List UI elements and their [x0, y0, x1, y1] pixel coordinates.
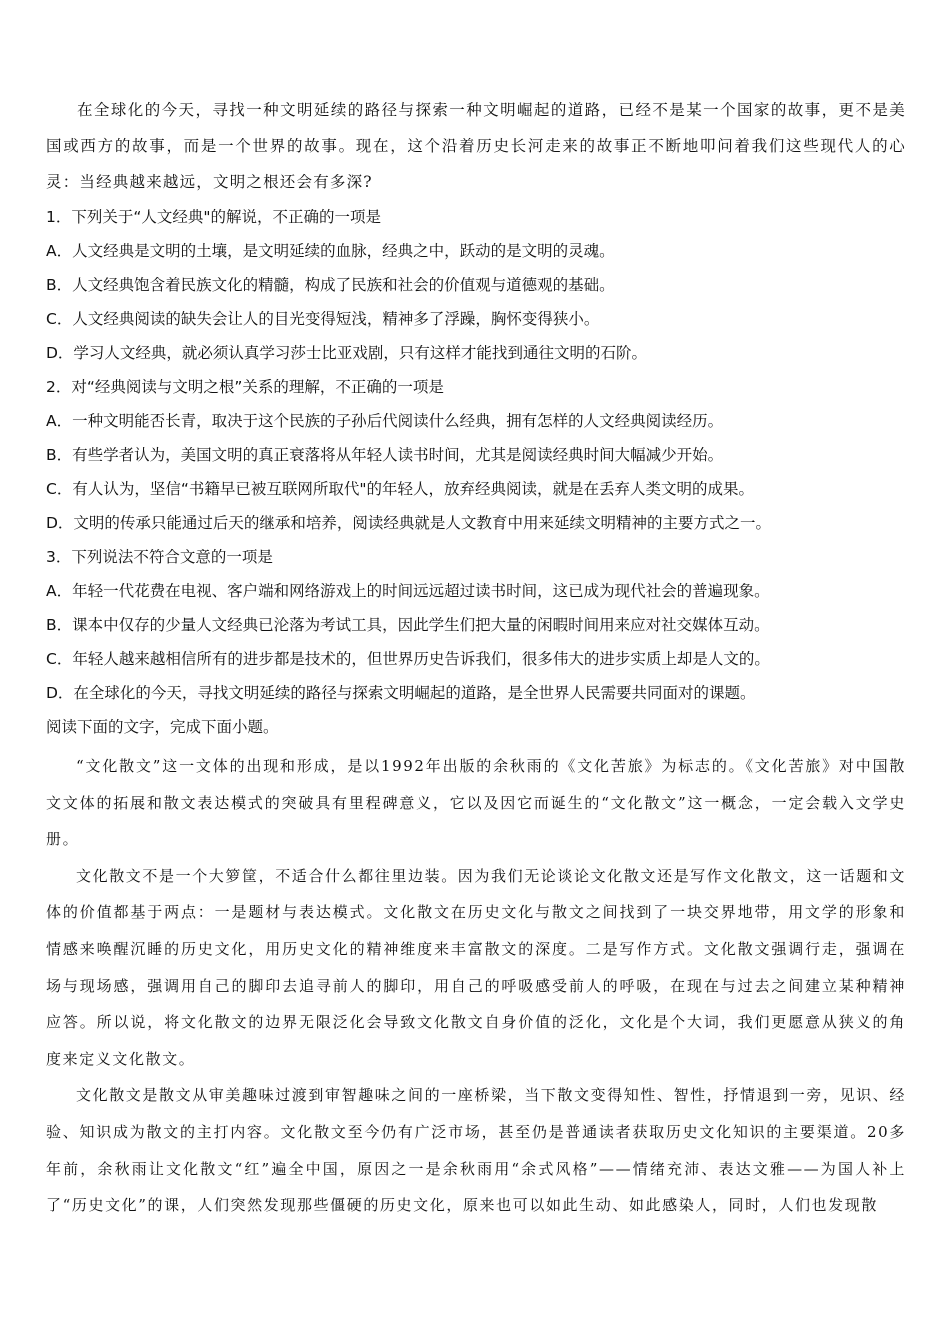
intro-paragraph: 在全球化的今天，寻找一种文明延续的路径与探索一种文明崛起的道路，已经不是某一个国家的故事，更不是美国或西方的故事，而是一个世界的故事。现在，这个沿着历史长河走来的故事正不断地叩问着我们这些现代人的心灵：当经典越来越远，文明之根还会有多深? — [46, 101, 906, 191]
question-3-option-b: B．课本中仅存的少量人文经典已沦落为考试工具，因此学生们把大量的闲暇时间用来应对社交媒体互动。 — [46, 616, 770, 634]
reading-instruction: 阅读下面的文字，完成下面小题。 — [46, 718, 279, 736]
question-3-stem: 3．下列说法不符合文意的一项是 — [46, 548, 273, 566]
question-2-option-a: A．一种文明能否长青，取决于这个民族的子孙后代阅读什么经典，拥有怎样的人文经典阅读经历。 — [46, 412, 724, 430]
document-page — [46, 92, 906, 1224]
essay-paragraph-1: “文化散文”这一文体的出现和形成，是以1992年出版的余秋雨的《文化苦旅》为标志的。《文化苦旅》对中国散文文体的拓展和散文表达模式的突破具有里程碑意义，它以及因它而诞生的“文化散文”这一概念，一定会载入文学史册。 — [46, 757, 906, 849]
question-2-option-d: D．文明的传承只能通过后天的继承和培养，阅读经典就是人文教育中用来延续文明精神的主要方式之一。 — [46, 514, 771, 532]
question-1-option-d: D．学习人文经典，就必须认真学习莎士比亚戏剧，只有这样才能找到通往文明的石阶。 — [46, 344, 647, 362]
question-3-option-d: D．在全球化的今天，寻找文明延续的路径与探索文明崛起的道路，是全世界人民需要共同面对的课题。 — [46, 684, 756, 702]
intro-section — [46, 92, 906, 200]
essay-paragraph-3: 文化散文是散文从审美趣味过渡到审智趣味之间的一座桥梁，当下散文变得知性、智性，抒情退到一旁，见识、经验、知识成为散文的主打内容。文化散文至今仍有广泛市场，甚至仍是普通读者获取历史文化知识的主要渠道。20多年前，余秋雨让文化散文“红”遍全中国，原因之一是余秋雨用“余式风格”——情绪充沛、表达文雅——为国人补上了“历史文化”的课，人们突然发现那些僵硬的历史文化，原来也可以如此生动、如此感染人，同时，人们也发现散 — [46, 1086, 907, 1215]
question-1-option-c: C．人文经典阅读的缺失会让人的目光变得短浅，精神多了浮躁，胸怀变得狭小。 — [46, 310, 600, 328]
question-2-stem: 2．对“经典阅读与文明之根”关系的理解，不正确的一项是 — [46, 378, 444, 396]
essay-paragraph-2: 文化散文不是一个大箩筐，不适合什么都往里边装。因为我们无论谈论文化散文还是写作文化散文，这一话题和文体的价值都基于两点：一是题材与表达模式。文化散文在历史文化与散文之间找到了一块交界地带，用文学的形象和情感来唤醒沉睡的历史文化，用历史文化的精神维度来丰富散文的深度。二是写作方式。文化散文强调行走，强调在场与现场感，强调用自己的脚印去追寻前人的脚印，用自己的呼吸感受前人的呼吸，在现在与过去之间建立某种精神应答。所以说，将文化散文的边界无限泛化会导致文化散文自身价值的泛化，文化是个大词，我们更愿意从狭义的角度来定义文化散文。 — [46, 866, 907, 1068]
question-1-option-a: A．人文经典是文明的土壤，是文明延续的血脉，经典之中，跃动的是文明的灵魂。 — [46, 242, 615, 260]
question-3-option-c: C．年轻人越来越相信所有的进步都是技术的，但世界历史告诉我们，很多伟大的进步实质上却是人文的。 — [46, 650, 770, 668]
question-2-option-c: C．有人认为，坚信“书籍早已被互联网所取代"的年轻人，放弃经典阅读，就是在丢弃人类文明的成果。 — [46, 480, 754, 498]
question-1-option-b: B．人文经典饱含着民族文化的精髓，构成了民族和社会的价值观与道德观的基础。 — [46, 276, 615, 294]
question-3-option-a: A．年轻一代花费在电视、客户端和网络游戏上的时间远远超过读书时间，这已成为现代社会的普遍现象。 — [46, 582, 770, 600]
question-list — [46, 200, 906, 744]
question-1-stem: 1．下列关于“人文经典"的解说，不正确的一项是 — [46, 208, 382, 226]
essay-section — [46, 748, 906, 1224]
question-2-option-b: B．有些学者认为，美国文明的真正衰落将从年轻人读书时间，尤其是阅读经典时间大幅减少开始。 — [46, 446, 724, 464]
